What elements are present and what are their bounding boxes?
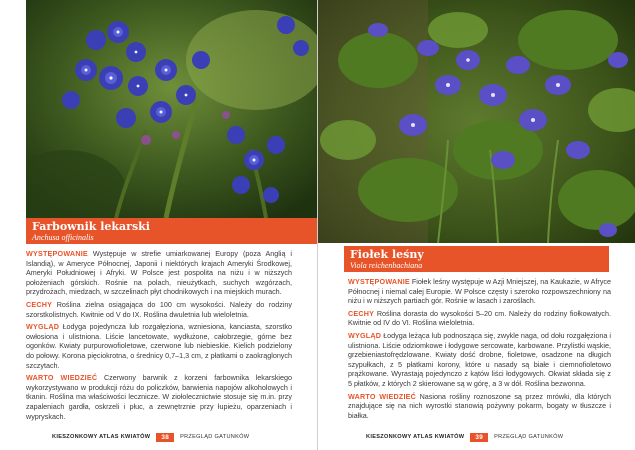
footer-section: PRZEGLĄD GATUNKÓW (180, 434, 250, 440)
species-name: Farbownik lekarski (32, 220, 150, 233)
page-footer (52, 431, 249, 443)
species-latin-name: Viola reichenbachiana (350, 261, 423, 270)
section-text: Roślina dorasta do wysokości 5–20 cm. Należy do rodziny fiołkowatych. Kwitnie od IV do VI. Roślina wieloletnia. (348, 308, 612, 328)
section-occurrence (26, 249, 292, 297)
section-features (26, 300, 292, 319)
blue-flower-photo (26, 0, 317, 218)
section-text: Łodyga pojedyncza lub rozgałęziona, wzniesiona, kanciasta, szorstko owłosiona i ulistniona. Liście lancetowate, wydłużone, całobrzegie, górne bez ogonków. Kwiaty purpurowofioletowe, czerwone lub niebieskie. Kielich podzielony do połowy. Korona pięciokrotna, o średnicy 0,7–1,3 cm, z płatkami o zaokrąglonych szczytach. (26, 322, 292, 370)
section-label: WYSTĘPOWANIE (348, 277, 410, 286)
section-text: Nasiona rośliny roznoszone są przez mrówki, dla których znajdujące się na nich wyrostki stanowią pożywny pokarm, bogaty w tłuszcze i białka. (348, 391, 611, 420)
page-number: 38 (156, 433, 174, 442)
section-text: Fiołek leśny występuje w Azji Mniejszej, na Kaukazie, w Afryce Północnej i niemal całej Europie. W Polsce częsty i szeroko rozpowszechniony na niżu i w niższych partiach gór. Rośnie w lasach i zaroślach. (348, 277, 611, 306)
footer-brand: KIESZONKOWY ATLAS KWIATÓW (52, 434, 151, 440)
species-latin-name: Anchusa officinalis (32, 233, 94, 242)
left-page (0, 0, 317, 450)
viola-photo-illustration (318, 0, 635, 243)
section-label: WYGLĄD (26, 322, 60, 332)
section-label: CECHY (26, 299, 53, 309)
species-name: Fiołek leśny (350, 248, 424, 261)
violet-flower-photo (318, 0, 635, 243)
footer-section: PRZEGLĄD GATUNKÓW (494, 434, 564, 440)
section-label: WYGLĄD (348, 330, 382, 340)
section-text: Występuje w strefie umiarkowanej Europy (poza Anglią i Islandią), w Ameryce Północnej, Japonii i niektórych krajach Ameryki Środkowej, Ameryki Południowej i Afryki. W Polsce jest pospolita na niżu i w niższych położeniach górskich. Rośnie na polach, nieużytkach, suchych wzgórzach, przydrożach, miedzach, w szczelinach płyt chodnikowych i na miejskich murach. (26, 249, 292, 297)
species-description (26, 249, 292, 424)
section-label: CECHY (348, 308, 375, 318)
section-text: Łodyga leżąca lub podnosząca się, zwykle naga, od dołu rozgałęziona i ulistniona. Liście odziomkowe i łodygowe sercowate, karbowane. Przylistki wąskie, grzebieniastofrędzlowane. Kwiaty dość drobne, fioletowe, osadzone na długich szypułkach, z 5 płatkami korony, które u nasady są białe i ciemnofioletowo prążkowane. Wyrastają pojedynczo z kątów liści łodygowych. Okwiat składa się z 5 płatków, z których 2 skierowane są w górę, a 3 w dół. Roślina bezwonna. (348, 330, 611, 388)
anchusa-photo-illustration (26, 0, 317, 218)
right-page (318, 0, 635, 450)
section-appearance (26, 322, 292, 370)
section-trivia (348, 392, 611, 421)
species-title-box (26, 218, 317, 244)
species-title-box (344, 246, 609, 272)
section-text: Roślina zielna osiągająca do 100 cm wysokości. Należy do rodziny szorstkolistnych. Kwitnie od V do IX. Roślina dwuletnia lub wieloletnia. (26, 299, 292, 319)
section-label: WARTO WIEDZIEĆ (348, 391, 417, 401)
section-occurrence (348, 277, 611, 306)
section-features (348, 309, 611, 328)
section-label: WARTO WIEDZIEĆ (26, 373, 98, 383)
section-text: Czerwony barwnik z korzeni farbownika lekarskiego wykorzystywano w produkcji różu do policzków, barwienia napojów alkoholowych i tkanin. Roślina ma właściwości lecznicze. W ziołolecznictwie stosuje się m.in. przy zapaleniach gardła, oskrzeli i płuc, a zewnętrznie przy łupieżu, oparzeniach i wypryskach. (26, 373, 292, 421)
section-appearance (348, 331, 611, 389)
section-label: WYSTĘPOWANIE (26, 249, 88, 258)
page-footer (366, 431, 563, 443)
species-description (348, 277, 611, 423)
footer-brand: KIESZONKOWY ATLAS KWIATÓW (366, 434, 465, 440)
page-number: 39 (470, 433, 488, 442)
section-trivia (26, 373, 292, 421)
